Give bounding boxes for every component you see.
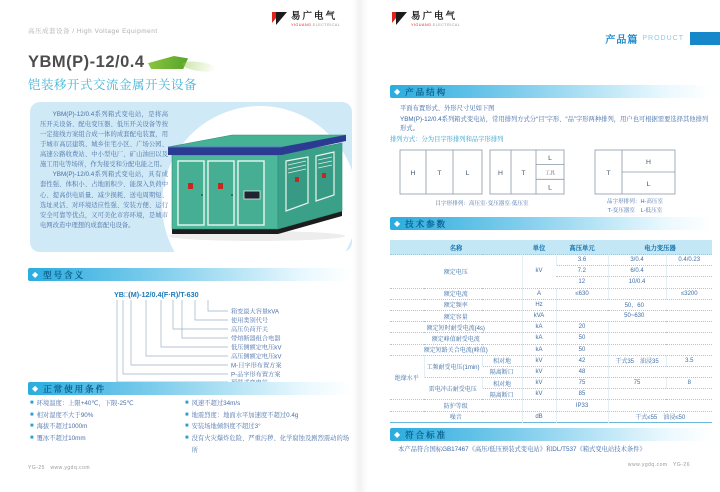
table-header-cell: 电力变压器 (608, 240, 712, 255)
brand-en-red: YIGUANG (291, 22, 312, 27)
diagram-cell: H (646, 159, 651, 166)
table-cell: kV (522, 389, 556, 400)
table-cell: 噪音 (390, 411, 522, 422)
table-row (390, 240, 712, 255)
diagram-cell: L (548, 155, 552, 162)
condition-text: 覆冰不超过10mm (36, 435, 86, 443)
conditions-left-column (30, 398, 180, 445)
table-cell: kA (522, 322, 556, 333)
condition-item (185, 410, 353, 422)
diamond-icon: ◆ (32, 384, 39, 393)
model-designation-diagram (28, 283, 352, 385)
brand-logo-right (392, 12, 460, 27)
table-cell: 0.4/0.23 (666, 255, 712, 266)
table-cell: 工频耐受电压(1min) (424, 355, 482, 377)
condition-item (185, 421, 353, 433)
intro-text (40, 110, 168, 231)
table-cell: 干式≤55 油浸≤50 (608, 411, 712, 422)
section-header-model-meaning (28, 268, 352, 281)
table-cell: 额定短时耐受电流(4s) (390, 322, 522, 333)
standards-text: 本产品符合国标GB17467《高压/低压预装式变电站》和DL/T537《箱式变电站技术条件》 (398, 446, 646, 453)
brand-en-gray: ELECTRICAL (432, 22, 461, 27)
page-gutter (352, 0, 368, 492)
section-title-structure: 产品结构 (405, 86, 448, 97)
table-cell: 3.6 (556, 255, 608, 266)
brand-flag-icon (272, 12, 287, 25)
table-cell (608, 333, 712, 344)
tab-color-bar (690, 32, 720, 45)
table-header-cell: 单位 (522, 240, 556, 255)
condition-item (30, 398, 180, 410)
structure-line-2: YBM(P)-12/0.4系列箱式变电站，常用排列方式分“目”字形、“品”字形两种排列，用户也可根据需要选择其他排列形式。 (400, 116, 709, 132)
condition-text: 地震烈度：地面水平加速度不超过0.4g (191, 411, 299, 419)
arrangement-diagram (390, 146, 712, 218)
structure-line-1: 平面布置形式、外形尺寸见如下图 (400, 105, 495, 112)
bullet-icon: ■ (30, 423, 34, 430)
table-cell (556, 411, 608, 422)
table-cell: kV (522, 355, 556, 366)
table-row (390, 378, 712, 389)
table-cell: A (522, 288, 556, 299)
diagram-cell: 工具 (544, 170, 556, 177)
condition-text: 相对湿度不大于90% (36, 411, 94, 419)
table-cell: 8 (666, 378, 712, 389)
table-row (390, 299, 712, 310)
bullet-icon: ■ (30, 435, 34, 442)
diagram-cell: L (646, 181, 651, 188)
arrangement-note: 排列方式：分为目字形排列和品字形排列 (390, 136, 504, 143)
brand-flag-icon (392, 12, 407, 25)
table-cell (522, 400, 556, 411)
table-cell (608, 400, 712, 411)
footer-right: www.ygdq.com YG-26 (627, 462, 690, 468)
model-label: P-品字形布置方案 (231, 371, 281, 379)
tab-label-cn: 产品篇 (605, 35, 639, 46)
table-row (390, 400, 712, 411)
section-tab-product (605, 31, 720, 46)
table-cell: kV (522, 255, 556, 289)
section-title-model: 型号含义 (43, 269, 86, 280)
brand-en-red: YIGUANG (411, 22, 432, 27)
table-cell: 雷电冲击耐受电压 (424, 378, 482, 400)
condition-text: 安装场地倾斜度不超过3° (191, 423, 261, 431)
brand-subname (411, 24, 460, 28)
condition-item (185, 433, 353, 456)
diagram-caption-3b: T-变压器室 L-低压室 (607, 208, 663, 214)
table-cell: 10/0.4 (608, 277, 666, 288)
table-cell: 42 (556, 355, 608, 366)
condition-text: 环境温度：上限+40℃，下限-25℃ (36, 400, 134, 407)
section-header-params (390, 217, 712, 230)
table-cell: 85 (556, 389, 608, 400)
model-label: 使用类别代号 (231, 317, 269, 325)
tab-label-en: PRODUCT (642, 35, 684, 42)
table-cell: 隔离断口 (482, 389, 522, 400)
table-cell: 20 (556, 322, 608, 333)
table-cell: Hz (522, 299, 556, 310)
table-row (390, 288, 712, 299)
table-cell: 绝缘水平 (390, 355, 424, 400)
condition-text: 没有火灾爆炸危险、严重污秽、化学腐蚀及剧烈震动的场所 (191, 435, 350, 454)
diagram-caption-3a: 品字形排列：H-高压室 (606, 199, 664, 205)
table-row (390, 255, 712, 266)
table-cell: 12 (556, 277, 608, 288)
table-cell: dB (522, 411, 556, 422)
diamond-icon: ◆ (394, 430, 401, 439)
table-row (390, 322, 712, 333)
section-title-conditions: 正常使用条件 (43, 383, 107, 394)
product-title: YBM(P)-12/0.4 (28, 53, 145, 71)
table-cell: 额定电压 (390, 255, 522, 289)
table-cell: 75 (608, 378, 666, 389)
model-label: 带熔断器组合电器 (231, 335, 281, 343)
table-cell: 额定短路关合电流(峰值) (390, 344, 522, 355)
model-label: M-目字形布置方案 (231, 362, 282, 370)
diagram-cell: L (548, 184, 552, 192)
table-cell: kA (522, 344, 556, 355)
diagram-cell: T (606, 170, 611, 177)
table-cell: IP33 (556, 400, 608, 411)
table-cell: 额定频率 (390, 299, 522, 310)
table-cell (608, 344, 712, 355)
table-cell (608, 389, 712, 400)
table-header-cell: 高压单元 (556, 240, 608, 255)
brand-en-gray: ELECTRICAL (312, 22, 341, 27)
bullet-icon: ■ (185, 400, 189, 406)
table-cell: 75 (556, 378, 608, 389)
table-cell (608, 288, 666, 299)
model-label: 低压侧额定电压kV (231, 344, 282, 352)
table-cell: 相对地 (482, 355, 522, 366)
diagram-cell: L (465, 170, 470, 177)
product-subtitle: 铠装移开式交流金属开关设备 (28, 78, 198, 92)
diamond-icon: ◆ (394, 219, 401, 228)
table-cell: 7.2 (556, 266, 608, 277)
diagram-cell: H (498, 170, 503, 177)
section-header-conditions (28, 382, 352, 395)
table-cell (608, 366, 712, 377)
brand-name: 易广电气 (411, 11, 458, 22)
table-cell: 额定容量 (390, 310, 522, 321)
section-title-params: 技术参数 (405, 218, 448, 229)
condition-item (30, 410, 180, 422)
diagram-caption-1: 目字形排列：高压室·变压器室·低压室 (435, 201, 529, 207)
table-cell: 50 (556, 333, 608, 344)
page-header-category: 高压成套设备 / High Voltage Equipment (28, 28, 158, 35)
table-cell: 50~630 (556, 310, 712, 321)
bullet-icon: ■ (185, 411, 189, 418)
table-cell: 额定峰值耐受电流 (390, 333, 522, 344)
table-cell: 48 (556, 366, 608, 377)
table-cell: 3.5 (666, 355, 712, 366)
brand-subname (291, 24, 340, 28)
diagram-cell: H (410, 170, 416, 177)
table-cell: kV (522, 366, 556, 377)
table-cell: 干式35 油浸35 (608, 355, 666, 366)
table-row (390, 333, 712, 344)
table-cell: 隔离断口 (482, 366, 522, 377)
model-string: YB□(M)-12/0.4(F·R)/T-630 (114, 290, 199, 299)
condition-text: 海拔不超过1000m (36, 423, 88, 431)
footer-left: YG-25 www.ygdq.com (28, 465, 91, 471)
brand-name: 易广电气 (291, 11, 338, 22)
table-cell: ≤3200 (666, 288, 712, 299)
table-row (390, 411, 712, 422)
table-cell (666, 277, 712, 288)
brand-logo-left (272, 12, 340, 27)
condition-item (30, 433, 180, 445)
box-substation-illustration (162, 103, 348, 251)
condition-item (185, 398, 353, 410)
decorative-swoosh (182, 60, 217, 74)
table-cell: kVA (522, 310, 556, 321)
condition-text: 风速不超过34m/s (191, 400, 241, 407)
bullet-icon: ■ (30, 411, 34, 418)
table-row (390, 344, 712, 355)
model-label: 高压负荷开关 (231, 326, 269, 334)
condition-item (30, 421, 180, 433)
intro-paragraph-2: YBM(P)-12/0.4系列箱式变电站，具有成套性强、体积小、占地面积少、能深入负荷中心、提高供电质量、减少损耗、送电周期短、选址灵活、对环境适应性强、安装方便、运行安全可靠等优点，又可美化市容环境，是城市电网改造中理想的成套配电设备。 (40, 171, 168, 229)
intro-paragraph-1: YBM(P)-12/0.4系列箱式变电站，是将高压开关设备、配电变压器、低压开关设备等按一定接线方案组合成一体的成套配电装置，用于城市高层建筑、城乡住宅小区、广场公园、高速公路收费站、中小型电厂、矿山油田以及施工用电等场所，作为接受和分配电能之用。 (40, 111, 168, 169)
diamond-icon: ◆ (32, 270, 39, 279)
diamond-icon: ◆ (394, 87, 401, 96)
table-cell: 额定电流 (390, 288, 522, 299)
table-cell: kA (522, 333, 556, 344)
model-label: 箱变最大容量kVA (231, 308, 280, 316)
model-label: 高压侧额定电压kV (231, 353, 282, 361)
table-header-cell: 名称 (390, 240, 522, 255)
table-cell: 6/0.4 (608, 266, 666, 277)
table-cell: kV (522, 378, 556, 389)
table-cell: 50、60 (556, 299, 712, 310)
table-cell (666, 266, 712, 277)
conditions-right-column (185, 398, 353, 456)
table-row (390, 310, 712, 321)
bullet-icon: ■ (185, 435, 189, 442)
table-cell: 3/0.4 (608, 255, 666, 266)
table-cell: 相对地 (482, 378, 522, 389)
table-cell: 防护等级 (390, 400, 522, 411)
technical-parameters-table (390, 240, 712, 423)
table-row (390, 355, 712, 366)
table-cell: ≤630 (556, 288, 608, 299)
section-title-standards: 符合标准 (405, 429, 448, 440)
diagram-cell: T (521, 170, 526, 177)
table-cell: 50 (556, 344, 608, 355)
bullet-icon: ■ (185, 423, 189, 430)
diagram-cell: T (437, 170, 442, 177)
table-cell (608, 322, 712, 333)
section-header-structure (390, 85, 712, 98)
section-header-standards (390, 428, 712, 441)
bullet-icon: ■ (30, 400, 34, 406)
